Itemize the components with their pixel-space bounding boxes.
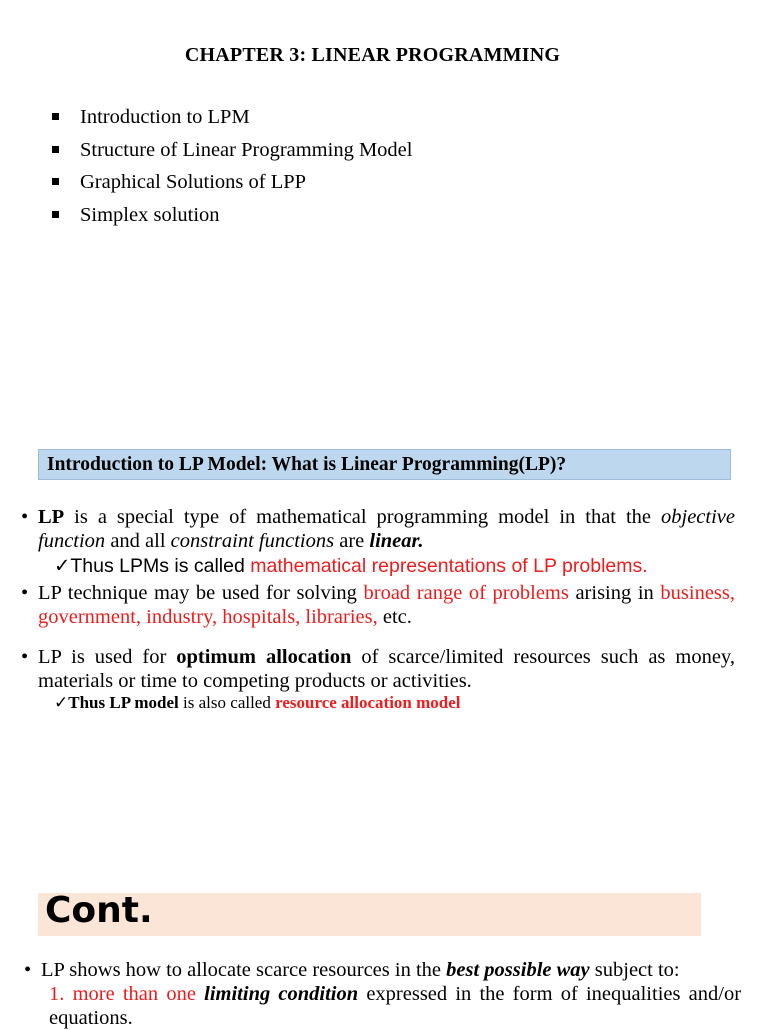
checkmark-icon: ✓	[54, 554, 71, 577]
chapter-outline	[52, 106, 412, 236]
bullet-dot: •	[21, 506, 29, 528]
outline-item: Structure of Linear Programming Model	[52, 139, 412, 172]
outline-item: Simplex solution	[52, 204, 412, 237]
checkmark-icon: ✓	[54, 693, 69, 713]
bullet-dot: •	[21, 646, 29, 668]
page-title: CHAPTER 3: LINEAR PROGRAMMING	[184, 44, 561, 66]
square-bullet-icon	[52, 178, 59, 185]
cont-heading: Cont.	[45, 890, 153, 931]
section-heading: Introduction to LP Model: What is Linear Programming(LP)?	[38, 449, 731, 480]
sub-point-resource-allocation: ✓Thus LP model is also called resource allocation model	[54, 693, 461, 713]
bullet-dot: •	[21, 582, 29, 604]
bullet-dot: •	[24, 959, 32, 981]
bullet-lp-technique: • LP technique may be used for solving broad range of problems arising in business, government, industry, hospitals, libraries, etc.	[21, 582, 735, 628]
square-bullet-icon	[52, 211, 59, 218]
outline-item: Graphical Solutions of LPP	[52, 171, 412, 204]
square-bullet-icon	[52, 146, 59, 153]
square-bullet-icon	[52, 113, 59, 120]
bullet-allocate-resources: • LP shows how to allocate scarce resources in the best possible way subject to:	[24, 959, 680, 981]
sub-point-representations: ✓Thus LPMs is called mathematical representations of LP problems.	[54, 554, 648, 577]
numbered-item-1: 1. more than one limiting condition expressed in the form of inequalities and/or equations.	[49, 983, 742, 1029]
outline-item: Introduction to LPM	[52, 106, 412, 139]
bullet-optimum-allocation: • LP is used for optimum allocation of scarce/limited resources such as money, materials or time to competing products or activities.	[21, 646, 735, 692]
bullet-lp-definition: • LP is a special type of mathematical programming model in that the objective function and all constraint functions are linear.	[21, 506, 735, 552]
